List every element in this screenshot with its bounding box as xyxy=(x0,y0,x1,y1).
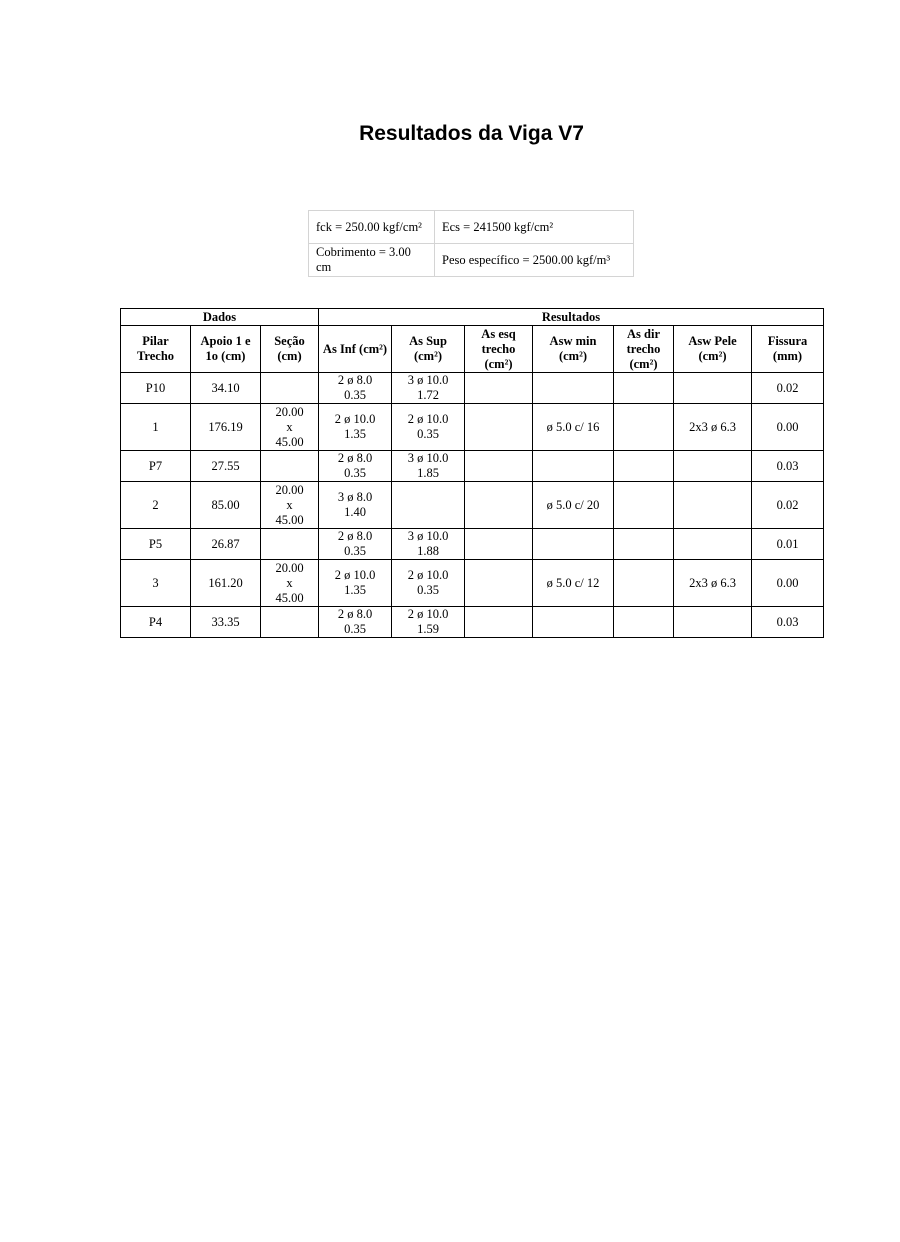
as-inf-bars: 2 ø 8.0 xyxy=(337,373,373,387)
cell-fissura: 0.02 xyxy=(752,373,824,404)
as-sup-area: 0.35 xyxy=(417,427,439,441)
cell-as-dir xyxy=(614,451,674,482)
secao-height: 45.00 xyxy=(275,590,304,605)
param-cobrimento: Cobrimento = 3.00 cm xyxy=(309,244,435,277)
cell-as-inf xyxy=(319,482,392,529)
group-header-dados: Dados xyxy=(121,309,319,326)
cell-as-sup xyxy=(392,404,465,451)
cell-pilar: P7 xyxy=(121,451,191,482)
cell-asw-pele xyxy=(674,373,752,404)
cell-pilar: 1 xyxy=(121,404,191,451)
cell-as-inf xyxy=(319,529,392,560)
as-sup-bars: 3 ø 10.0 xyxy=(407,529,449,543)
cell-as-sup xyxy=(392,451,465,482)
parameters-row xyxy=(309,244,634,277)
as-inf-area: 1.40 xyxy=(344,505,366,519)
cell-as-dir xyxy=(614,482,674,529)
as-inf-area: 0.35 xyxy=(344,388,366,402)
as-inf-bars: 2 ø 8.0 xyxy=(337,607,373,621)
cell-asw-min xyxy=(533,373,614,404)
as-sup-bars: 3 ø 10.0 xyxy=(407,373,449,387)
cell-fissura: 0.00 xyxy=(752,404,824,451)
as-inf-bars: 2 ø 10.0 xyxy=(334,412,376,426)
table-row xyxy=(121,482,824,529)
secao-height: 45.00 xyxy=(275,512,304,527)
as-sup-area: 1.85 xyxy=(417,466,439,480)
secao-width: 20.00 xyxy=(275,482,304,497)
cell-as-dir xyxy=(614,560,674,607)
table-row xyxy=(121,373,824,404)
cell-as-inf xyxy=(319,451,392,482)
cell-apoio: 27.55 xyxy=(191,451,261,482)
group-header-row xyxy=(121,309,824,326)
cell-asw-pele: 2x3 ø 6.3 xyxy=(674,404,752,451)
as-inf-bars: 2 ø 8.0 xyxy=(337,451,373,465)
cell-secao xyxy=(261,451,319,482)
param-peso-especifico: Peso específico = 2500.00 kgf/m³ xyxy=(435,244,634,277)
page-title: Resultados da Viga V7 xyxy=(359,122,584,145)
cell-as-inf xyxy=(319,373,392,404)
cell-as-inf xyxy=(319,607,392,638)
as-sup-bars: 2 ø 10.0 xyxy=(407,607,449,621)
column-header-asw-min: Asw min (cm²) xyxy=(533,326,614,373)
cell-as-sup xyxy=(392,607,465,638)
cell-secao xyxy=(261,404,319,451)
as-inf-area: 0.35 xyxy=(344,544,366,558)
column-header-fissura: Fissura (mm) xyxy=(752,326,824,373)
parameters-table xyxy=(308,210,634,277)
as-sup-area: 1.72 xyxy=(417,388,439,402)
cell-asw-min: ø 5.0 c/ 12 xyxy=(533,560,614,607)
table-row xyxy=(121,560,824,607)
cell-as-sup xyxy=(392,529,465,560)
cell-asw-min xyxy=(533,529,614,560)
cell-as-esq xyxy=(465,607,533,638)
column-header-as-inf: As Inf (cm²) xyxy=(319,326,392,373)
cell-asw-pele xyxy=(674,607,752,638)
cell-secao xyxy=(261,560,319,607)
as-inf-bars: 3 ø 8.0 xyxy=(337,490,373,504)
as-inf-area: 0.35 xyxy=(344,466,366,480)
column-header-asw-pele: Asw Pele (cm²) xyxy=(674,326,752,373)
cell-as-sup xyxy=(392,560,465,607)
cell-apoio: 33.35 xyxy=(191,607,261,638)
cell-as-sup xyxy=(392,482,465,529)
cell-asw-pele xyxy=(674,482,752,529)
cell-pilar: P5 xyxy=(121,529,191,560)
cell-pilar: P4 xyxy=(121,607,191,638)
cell-fissura: 0.01 xyxy=(752,529,824,560)
parameters-row xyxy=(309,211,634,244)
cell-asw-pele xyxy=(674,529,752,560)
cell-pilar: 3 xyxy=(121,560,191,607)
cell-as-sup xyxy=(392,373,465,404)
group-header-resultados: Resultados xyxy=(319,309,824,326)
secao-x: x xyxy=(286,419,293,434)
column-header-secao: Seção (cm) xyxy=(261,326,319,373)
table-row xyxy=(121,451,824,482)
cell-fissura: 0.03 xyxy=(752,451,824,482)
cell-as-dir xyxy=(614,529,674,560)
cell-pilar: P10 xyxy=(121,373,191,404)
cell-as-esq xyxy=(465,404,533,451)
cell-asw-pele xyxy=(674,451,752,482)
cell-apoio: 26.87 xyxy=(191,529,261,560)
cell-as-esq xyxy=(465,482,533,529)
cell-apoio: 34.10 xyxy=(191,373,261,404)
column-header-apoio: Apoio 1 e 1o (cm) xyxy=(191,326,261,373)
cell-apoio: 161.20 xyxy=(191,560,261,607)
cell-as-dir xyxy=(614,607,674,638)
cell-as-esq xyxy=(465,560,533,607)
table-row xyxy=(121,607,824,638)
cell-as-inf xyxy=(319,560,392,607)
secao-x: x xyxy=(286,497,293,512)
cell-pilar: 2 xyxy=(121,482,191,529)
cell-fissura: 0.02 xyxy=(752,482,824,529)
as-inf-area: 1.35 xyxy=(344,583,366,597)
cell-asw-min: ø 5.0 c/ 16 xyxy=(533,404,614,451)
cell-as-esq xyxy=(465,373,533,404)
cell-fissura: 0.00 xyxy=(752,560,824,607)
as-sup-area: 0.35 xyxy=(417,583,439,597)
table-row xyxy=(121,529,824,560)
as-inf-area: 1.35 xyxy=(344,427,366,441)
cell-asw-min xyxy=(533,607,614,638)
as-sup-bars: 2 ø 10.0 xyxy=(407,412,449,426)
secao-width: 20.00 xyxy=(275,404,304,419)
cell-asw-pele: 2x3 ø 6.3 xyxy=(674,560,752,607)
column-header-row xyxy=(121,326,824,373)
cell-secao xyxy=(261,529,319,560)
results-table xyxy=(120,308,824,638)
as-sup-area: 1.59 xyxy=(417,622,439,636)
cell-asw-min: ø 5.0 c/ 20 xyxy=(533,482,614,529)
as-sup-bars: 3 ø 10.0 xyxy=(407,451,449,465)
secao-x: x xyxy=(286,575,293,590)
param-ecs: Ecs = 241500 kgf/cm² xyxy=(435,211,634,244)
secao-height: 45.00 xyxy=(275,434,304,449)
cell-as-inf xyxy=(319,404,392,451)
cell-secao xyxy=(261,373,319,404)
cell-as-dir xyxy=(614,404,674,451)
as-sup-area: 1.88 xyxy=(417,544,439,558)
column-header-as-dir-trecho: As dir trecho (cm²) xyxy=(614,326,674,373)
secao-width: 20.00 xyxy=(275,560,304,575)
as-inf-bars: 2 ø 10.0 xyxy=(334,568,376,582)
cell-as-esq xyxy=(465,529,533,560)
cell-secao xyxy=(261,607,319,638)
cell-fissura: 0.03 xyxy=(752,607,824,638)
column-header-as-sup: As Sup (cm²) xyxy=(392,326,465,373)
cell-as-dir xyxy=(614,373,674,404)
cell-as-esq xyxy=(465,451,533,482)
cell-asw-min xyxy=(533,451,614,482)
as-inf-area: 0.35 xyxy=(344,622,366,636)
as-sup-bars: 2 ø 10.0 xyxy=(407,568,449,582)
column-header-as-esq-trecho: As esq trecho (cm²) xyxy=(465,326,533,373)
as-inf-bars: 2 ø 8.0 xyxy=(337,529,373,543)
cell-apoio: 85.00 xyxy=(191,482,261,529)
column-header-pilar-trecho: Pilar Trecho xyxy=(121,326,191,373)
cell-apoio: 176.19 xyxy=(191,404,261,451)
param-fck: fck = 250.00 kgf/cm² xyxy=(309,211,435,244)
table-row xyxy=(121,404,824,451)
cell-secao xyxy=(261,482,319,529)
